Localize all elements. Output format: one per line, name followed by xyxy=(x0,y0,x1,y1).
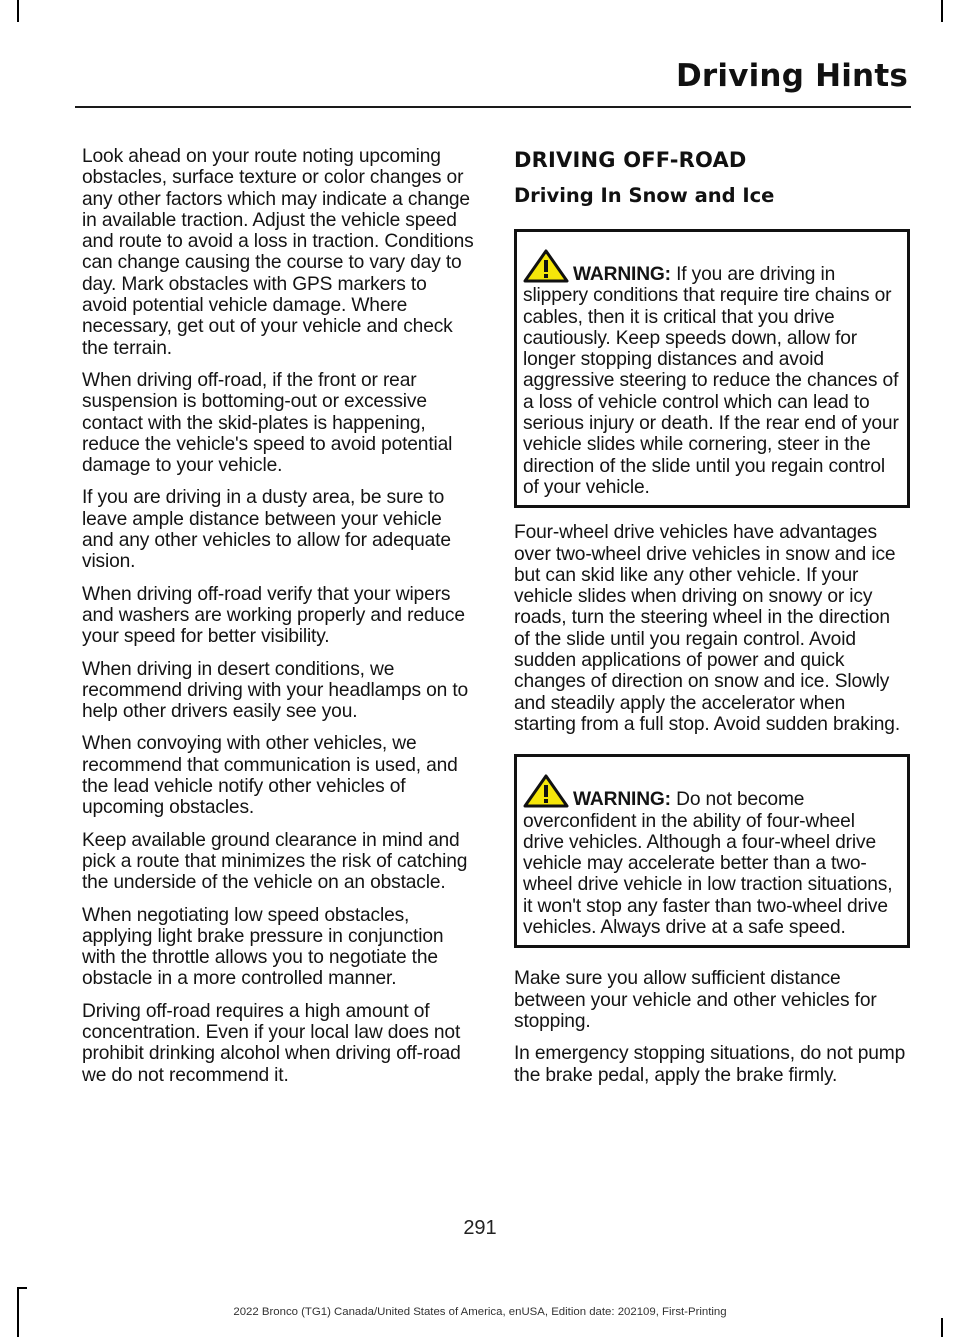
warning-triangle-icon xyxy=(523,249,569,283)
warning-triangle-icon xyxy=(523,774,569,808)
page-number: 291 xyxy=(463,1217,497,1239)
paragraph-low-speed-obstacles: When negotiating low speed obstacles, applying light brake pressure in conjunction with the throttle allows you to negotiate the obstacle in a more controlled manner. xyxy=(82,904,444,990)
crop-mark-top-left xyxy=(17,0,19,22)
right-column xyxy=(514,146,910,1097)
paragraph-four-wheel-drive: Four-wheel drive vehicles have advantages over two-wheel drive vehicles in snow and ice but can skid like any other vehicle. If your vehicle slides when driving on snowy or icy roads, turn the steering wheel in the direction of the slide until you regain control. Avoid sudden applications of power and quick changes of direction on snow and ice. Slowly and steadily apply the accelerator when starting from a full stop. Avoid sudden braking. xyxy=(514,522,901,735)
left-column xyxy=(82,146,476,1097)
paragraph-dusty-area: If you are driving in a dusty area, be sure to leave ample distance between your vehicle and any other vehicles to allow for adequate vision. xyxy=(82,487,451,573)
paragraph-ground-clearance: Keep available ground clearance in mind and pick a route that minimizes the risk of catching the underside of the vehicle on an obstacle. xyxy=(82,829,468,894)
footer-edition-info: 2022 Bronco (TG1) Canada/United States of America, enUSA, Edition date: 202109, First-Printing xyxy=(233,1306,727,1318)
paragraph-emergency-stopping: In emergency stopping situations, do not pump the brake pedal, apply the brake firmly. xyxy=(514,1043,906,1086)
page-title: Driving Hints xyxy=(675,58,908,94)
warning-text: If you are driving in slippery conditions that require tire chains or cables, then it is critical that you drive cautiously. Keep speeds down, allow for longer stopping distances and avoid aggressive steering to reduce the chances of a loss of vehicle control which can lead to serious injury or death. If the rear end of your vehicle slides while cornering, steer in the direction of the slide until you regain control of your vehicle. xyxy=(523,264,899,498)
paragraph-stopping-distance: Make sure you allow sufficient distance between your vehicle and other vehicles for stopping. xyxy=(514,968,877,1032)
crop-mark-bottom-right xyxy=(941,1318,943,1337)
crop-mark-top-right xyxy=(941,0,943,22)
paragraph-convoying: When convoying with other vehicles, we recommend that communication is used, and the lead vehicle notify other vehicles of upcoming obstacles. xyxy=(82,733,458,819)
paragraph-desert: When driving in desert conditions, we recommend driving with your headlamps on to help other drivers easily see you. xyxy=(82,658,469,723)
paragraph-suspension: When driving off-road, if the front or rear suspension is bottoming-out or excessive contact with the skid-plates is happening, reduce the vehicle's speed to avoid potential damage to your vehicle. xyxy=(82,369,453,477)
crop-mark-bottom-left-h xyxy=(17,1287,27,1289)
header-divider xyxy=(75,106,911,108)
section-heading: DRIVING OFF-ROAD xyxy=(514,148,747,172)
warning-box-overconfidence xyxy=(514,754,910,948)
paragraph-route-planning: Look ahead on your route noting upcoming obstacles, surface texture or color changes or any other factors which may indicate a change in available traction. Adjust the vehicle speed and route to avoid a loss in traction. Conditions can change causing the course to vary day to day. Mark obstacles with GPS markers to avoid potential vehicle damage. Where necessary, get out of your vehicle and check the terrain. xyxy=(82,146,474,359)
warning-label: WARNING: xyxy=(573,264,671,285)
warning-label: WARNING: xyxy=(573,789,671,811)
warning-text: Do not become overconfident in the ability of four-wheel drive vehicles. Although a four-wheel drive vehicle may accelerate better than a two-wheel drive vehicle in low traction situations, it won't stop any faster than two-wheel drive vehicles. Always drive at a safe speed. xyxy=(523,789,893,939)
paragraph-wipers: When driving off-road verify that your wipers and washers are working properly and reduce your speed for better visibility. xyxy=(82,583,465,648)
paragraph-concentration: Driving off-road requires a high amount of concentration. Even if your local law does not prohibit drinking alcohol when driving off-road we do not recommend it. xyxy=(82,1000,461,1086)
subsection-heading: Driving In Snow and Ice xyxy=(514,184,775,207)
warning-box-tire-chains xyxy=(514,229,910,508)
